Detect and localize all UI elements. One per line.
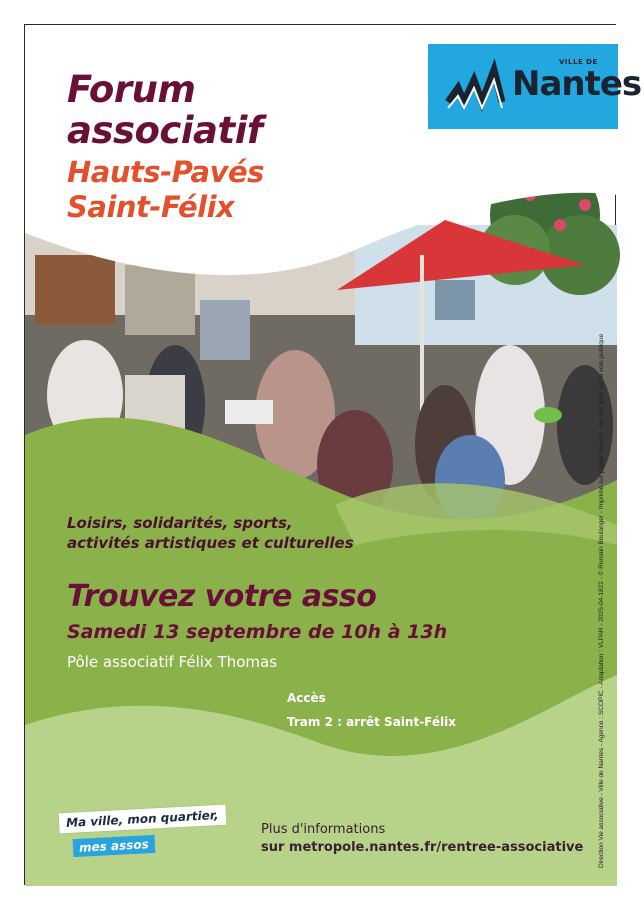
access-heading: Accès [287,691,326,705]
title-line-2: associatif [67,109,263,152]
more-info-label: Plus d'informations [261,822,386,837]
credits-vertical: Direction Vie associative - Ville de Nantes - Agence : SCOPIC - Adaptation : VLPAR - 2025-04-1822 - © Romain Boulanger - Imprimé sur papier recyclé - Ne pas jeter sur la voie publique [598,333,605,868]
event-venue: Pôle associatif Félix Thomas [67,653,278,671]
access-value: Tram 2 : arrêt Saint-Félix [287,715,456,729]
slogan-sticker [59,808,219,873]
slogan-line-2: mes assos [73,835,156,857]
event-date: Samedi 13 septembre de 10h à 13h [67,621,448,643]
nantes-logo [428,44,642,129]
title-location [67,155,264,225]
more-info-url[interactable]: sur metropole.nantes.fr/rentree-associative [261,840,584,855]
ville-de-label: VILLE DE [559,58,598,66]
title-main [67,69,262,151]
title-line-3: Hauts-Pavés [67,155,264,189]
slogan-line-1: Ma ville, mon quartier, [59,805,226,834]
tagline-line-2: activités artistiques et culturelles [67,534,354,552]
tagline-line-1: Loisirs, solidarités, sports, [67,514,293,532]
tagline [67,513,354,553]
headline: Trouvez votre asso [67,579,377,614]
city-name: Nantes [512,64,642,104]
title-line-1: Forum [67,68,196,111]
title-line-4: Saint-Félix [67,190,235,224]
poster [24,24,642,885]
